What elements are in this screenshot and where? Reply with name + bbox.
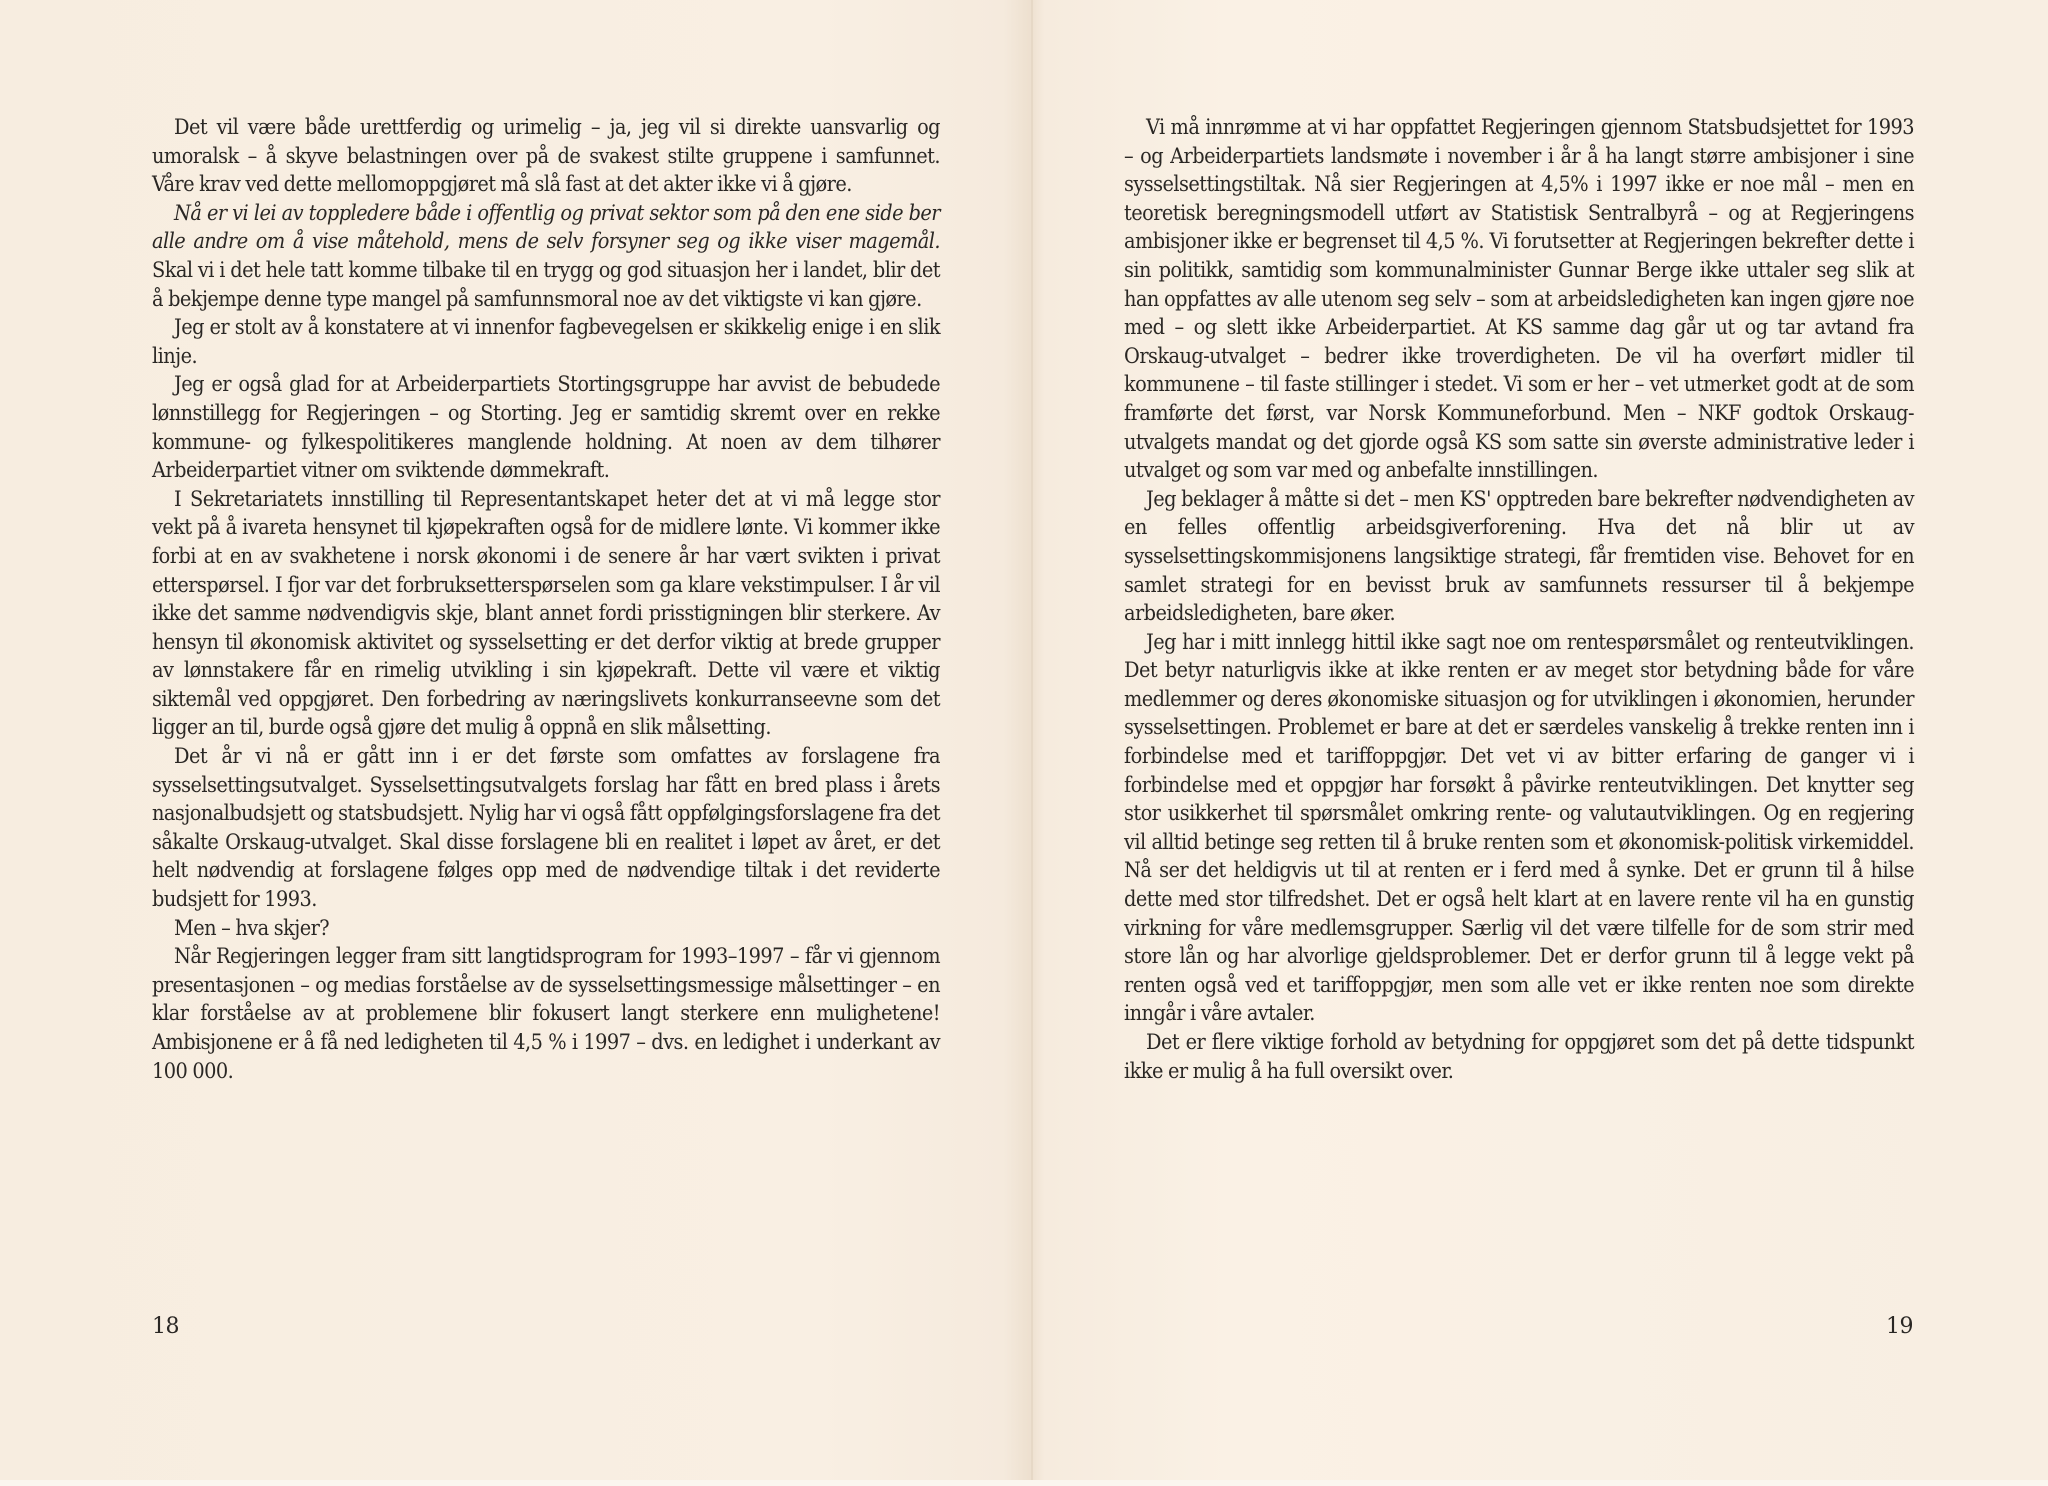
left-page bbox=[152, 114, 940, 1086]
paragraph: Det vil være både urettferdig og urimelig – ja, jeg vil si direkte uansvarlig og umoralsk – å skyve belastningen over på de svakest stilte gruppene i samfunnet. Våre krav ved dette mellomoppgjøret må slå fast at det akter ikke vi å gjøre. bbox=[152, 115, 940, 198]
italic-emphasis: Nå er vi lei av toppledere både i offentlig og privat sektor som på den ene side ber alle andre om å vise måtehold, mens de selv forsyner seg og ikke viser magemål. bbox=[152, 200, 940, 255]
paragraph: Jeg er stolt av å konstatere at vi innenfor fagbevegelsen er skikkelig enige i en slik linje. bbox=[152, 315, 940, 369]
paragraph: Jeg er også glad for at Arbeiderpartiets Stortingsgruppe har avvist de bebudede lønnstillegg for Regjeringen – og Storting. Jeg er samtidig skremt over en rekke kommune- og fylkespolitikeres manglende holdning. At noen av dem tilhører Arbeiderpartiet vitner om sviktende dømmekraft. bbox=[152, 372, 940, 484]
page-bottom-edge bbox=[0, 1480, 2048, 1486]
right-page bbox=[1124, 114, 1914, 1086]
paragraph: Jeg beklager å måtte si det – men KS' opptreden bare bekrefter nødvendigheten av en felles offentlig arbeidsgiverforening. Hva det nå blir ut av sysselsettingskommisjonens langsiktige strategi, får fremtiden vise. Behovet for en samlet strategi for en bevisst bruk av samfunnets ressurser til å bekjempe arbeidsledigheten, bare øker. bbox=[1124, 486, 1914, 627]
book-spine bbox=[1031, 0, 1033, 1486]
paragraph: Men – hva skjer? bbox=[174, 915, 330, 941]
paragraph: Nå er vi lei av toppledere både i offentlig og privat sektor som på den ene side ber alle andre om å vise måtehold, mens de selv forsyner seg og ikke viser magemål. Skal vi i det hele tatt komme tilbake til en trygg og god situasjon her i landet, blir det å bekjempe denne type mangel på samfunnsmoral noe av det viktigste vi kan gjøre. bbox=[152, 200, 940, 312]
paragraph: I Sekretariatets innstilling til Representantskapet heter det at vi må legge stor vekt på å ivareta hensynet til kjøpekraften også for de midlere lønte. Vi kommer ikke forbi at en av svakhetene i norsk økonomi i de senere år har vært svikten i privat etterspørsel. I fjor var det forbruksetterspørselen som ga klare vekstimpulser. I år vil ikke det samme nødvendigvis skje, blant annet fordi prisstigningen blir sterkere. Av hensyn til økonomisk aktivitet og sysselsetting er det derfor viktig at brede grupper av lønnstakere får en rimelig utvikling i sin kjøpekraft. Dette vil være et viktig siktemål ved oppgjøret. Den forbedring av næringslivets konkurranseevne som det ligger an til, burde også gjøre det mulig å oppnå en slik målsetting. bbox=[152, 486, 940, 741]
page-number-left: 18 bbox=[152, 1314, 179, 1339]
paragraph: Det er flere viktige forhold av betydning for oppgjøret som det på dette tidspunkt ikke er mulig å ha full oversikt over. bbox=[1124, 1030, 1914, 1084]
paragraph: Jeg har i mitt innlegg hittil ikke sagt noe om rentespørsmålet og renteutviklingen. Det betyr naturligvis ikke at ikke renten er av meget stor betydning både for våre medlemmer og deres økonomiske situasjon og for utviklingen i økonomien, herunder sysselsettingen. Problemet er bare at det er særdeles vanskelig å trekke renten inn i forbindelse med et tariffoppgjør. Det vet vi av bitter erfaring de ganger vi i forbindelse med et oppgjør har forsøkt å påvirke renteutviklingen. Det knytter seg stor usikkerhet til spørsmålet omkring rente- og valutautviklingen. Og en regjering vil alltid betinge seg retten til å bruke renten som et økonomisk-politisk virkemiddel. Nå ser det heldigvis ut til at renten er i ferd med å synke. Det er grunn til å hilse dette med stor tilfredshet. Det er også helt klart at en lavere rente vil ha en gunstig virkning for våre medlemsgrupper. Særlig vil det være tilfelle for de som strir med store lån og har alvorlige gjeldsproblemer. Det er derfor grunn til å legge vekt på renten også ved et tariffoppgjør, men som alle vet er ikke renten noe som direkte inngår i våre avtaler. bbox=[1124, 629, 1914, 1027]
paragraph: Det år vi nå er gått inn i er det første som omfattes av forslagene fra sysselsettingsutvalget. Sysselsettingsutvalgets forslag har fått en bred plass i årets nasjonalbudsjett og statsbudsjett. Nylig har vi også fått oppfølgingsforslagene fra det såkalte Orskaug-utvalget. Skal disse forslagene bli en realitet i løpet av året, er det helt nødvendig at forslagene følges opp med de nødvendige tiltak i det reviderte budsjett for 1993. bbox=[152, 744, 940, 913]
paragraph: Vi må innrømme at vi har oppfattet Regjeringen gjennom Statsbudsjettet for 1993 – og Arbeiderpartiets landsmøte i november i år å ha langt større ambisjoner i sine sysselsettingstiltak. Nå sier Regjeringen at 4,5% i 1997 ikke er noe mål – men en teoretisk beregningsmodell utført av Statistisk Sentralbyrå – og at Regjeringens ambisjoner ikke er begrenset til 4,5 %. Vi forutsetter at Regjeringen bekrefter dette i sin politikk, samtidig som kommunalminister Gunnar Berge ikke uttaler seg slik at han oppfattes av alle utenom seg selv – som at arbeidsledigheten kan ingen gjøre noe med – og slett ikke Arbeiderpartiet. At KS samme dag går ut og tar avtand fra Orskaug-utvalget – bedrer ikke troverdigheten. De vil ha overført midler til kommunene – til faste stillinger i stedet. Vi som er her – vet utmerket godt at de som framførte det først, var Norsk Kommuneforbund. Men – NKF godtok Orskaug-utvalgets mandat og det gjorde også KS som satte sin øverste administrative leder i utvalget og som var med og anbefalte innstillingen. bbox=[1124, 115, 1914, 484]
page-number-right: 19 bbox=[1886, 1314, 1913, 1339]
paragraph: Når Regjeringen legger fram sitt langtidsprogram for 1993–1997 – får vi gjennom presentasjonen – og medias forståelse av de sysselsettingsmessige målsettinger – en klar forståelse av at problemene blir fokusert langt sterkere enn mulighetene! Ambisjonene er å få ned ledigheten til 4,5 % i 1997 – dvs. en ledighet i underkant av 100 000. bbox=[152, 944, 940, 1084]
